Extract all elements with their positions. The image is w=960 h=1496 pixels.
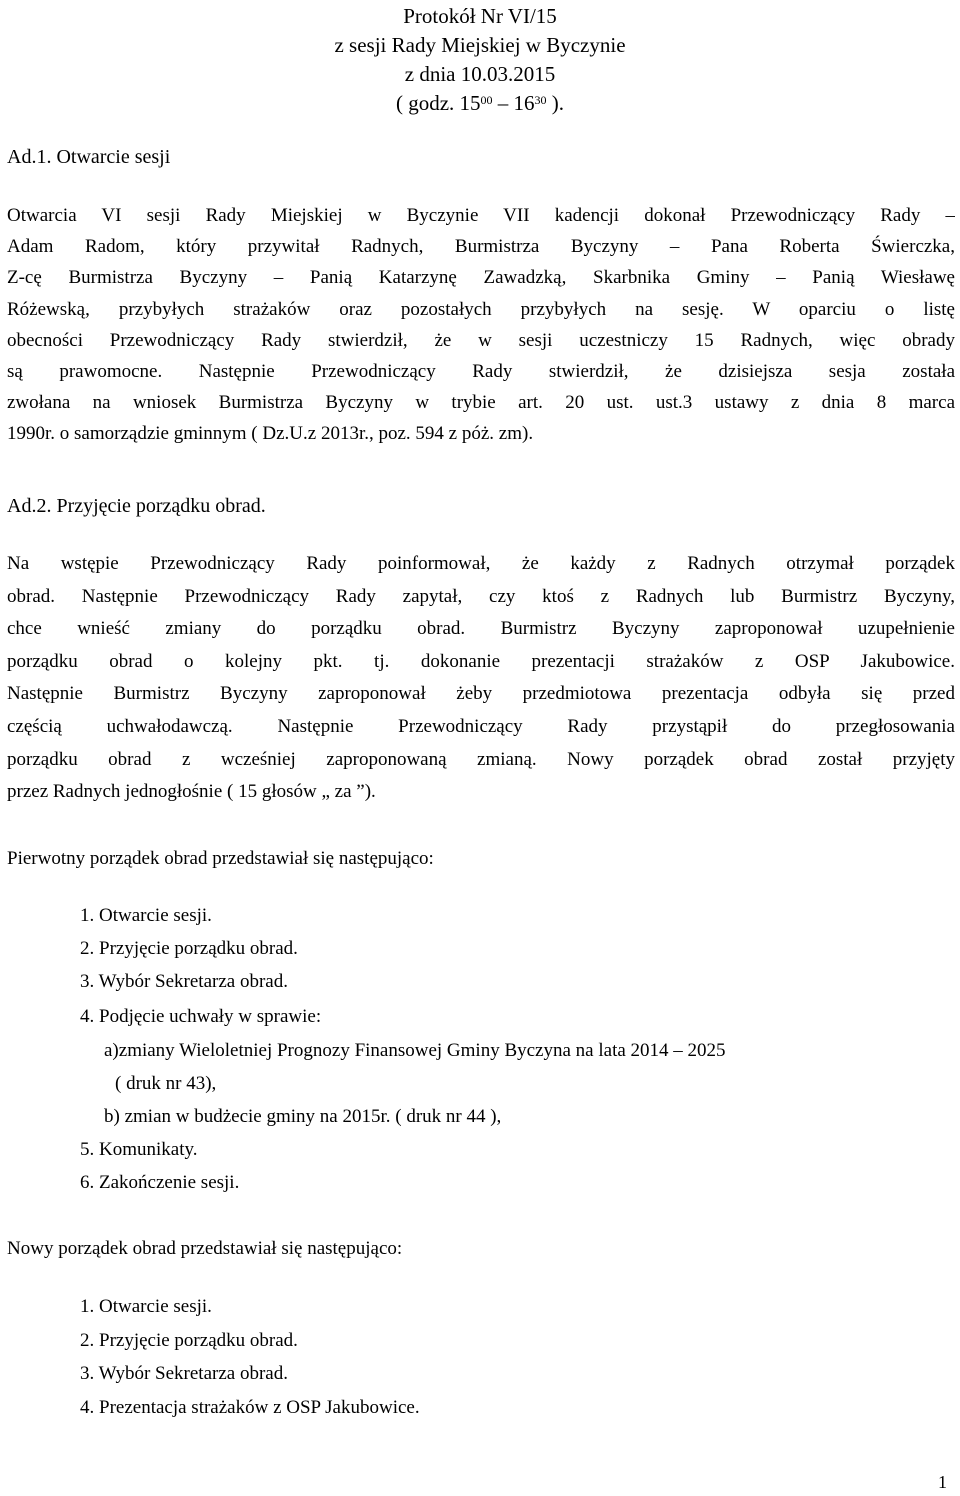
paragraph-line: są prawomocne. Następnie Przewodniczący Rady stwierdził, że dzisiejsza sesja została (7, 360, 955, 382)
title-line-4: ( godz. $15^{00} - 16^{30}$ ). (395, 91, 565, 115)
list-item: 1. Otwarcie sesji. (80, 1296, 212, 1317)
paragraph-line: Na wstępie Przewodniczący Rady poinformował, że każdy z Radnych otrzymał porządek (7, 553, 955, 574)
paragraph-ad2 (7, 548, 955, 809)
section-heading-ad1: Ad.1. Otwarcie sesji (7, 146, 171, 168)
paragraph-ad1 (7, 200, 955, 450)
paragraph-line: Otwarcia VI sesji Rady Miejskiej w Byczynie VII kadencji dokonał Przewodniczący Rady – (7, 205, 955, 226)
section-heading-ad2: Ad.2. Przyjęcie porządku obrad. (7, 495, 266, 517)
list-item: b) zmian w budżecie gminy na 2015r. ( druk nr 44 ), (104, 1106, 502, 1127)
list-item: 6. Zakończenie sesji. (80, 1172, 240, 1193)
list-item: 3. Wybór Sekretarza obrad. (80, 1363, 288, 1384)
title-line-1: Protokół Nr VI/15 (403, 4, 557, 28)
paragraph-line: chce wnieść zmiany do porządku obrad. Burmistrz Byczyny zaproponował uzupełnienie (7, 618, 955, 640)
paragraph-line: zwołana na wniosek Burmistrza Byczyny w trybie art. 20 ust. ust.3 ustawy z dnia 8 marca (7, 392, 955, 414)
new-agenda-intro: Nowy porządek obrad przedstawiał się następująco: (7, 1238, 403, 1259)
paragraph-line: Z-cę Burmistrza Byczyny – Panią Katarzynę Zawadzką, Skarbnika Gminy – Panią Wiesławę (7, 267, 955, 289)
paragraph-line: obecności Przewodniczący Rady stwierdził, że w sesji uczestniczy 15 Radnych, więc obrady (7, 329, 955, 351)
list-item: 2. Przyjęcie porządku obrad. (80, 1330, 298, 1351)
list-item: 3. Wybór Sekretarza obrad. (80, 971, 288, 992)
list-item: 2. Przyjęcie porządku obrad. (80, 938, 298, 959)
list-item: a)zmiany Wieloletniej Prognozy Finansowej Gminy Byczyna na lata 2014 – 2025 (104, 1040, 726, 1061)
paragraph-line: porządku obrad o kolejny pkt. tj. dokonanie prezentacji strażaków z OSP Jakubowice. (7, 650, 955, 672)
paragraph-line: porządku obrad z wcześniej zaproponowaną zmianą. Nowy porządek obrad został przyjęty (7, 748, 955, 770)
original-agenda-intro: Pierwotny porządek obrad przedstawiał się następująco: (7, 848, 434, 869)
list-item: 5. Komunikaty. (80, 1139, 198, 1160)
paragraph-line: Różewską, przybyłych strażaków oraz pozostałych przybyłych na sesję. W oparciu o listę (7, 298, 955, 320)
page-number: 1 (938, 1472, 947, 1492)
list-item: ( druk nr 43), (115, 1073, 217, 1094)
list-item: 1. Otwarcie sesji. (80, 905, 212, 926)
paragraph-line: Adam Radom, który przywitał Radnych, Burmistrza Byczyny – Pana Roberta Świerczka, (7, 236, 955, 258)
list-item: 4. Prezentacja strażaków z OSP Jakubowice. (80, 1397, 420, 1418)
paragraph-line: obrad. Następnie Przewodniczący Rady zapytał, czy ktoś z Radnych lub Burmistrz Byczyny, (7, 585, 955, 607)
title-line-3: z dnia 10.03.2015 (404, 62, 556, 86)
title-line-2: z sesji Rady Miejskiej w Byczynie (334, 33, 626, 57)
paragraph-line: 1990r. o samorządzie gminnym ( Dz.U.z 2013r., poz. 594 z póż. zm). (7, 423, 534, 445)
paragraph-line: Następnie Burmistrz Byczyny zaproponował żeby przedmiotowa prezentacja odbyła się przed (7, 683, 955, 705)
paragraph-line: przez Radnych jednogłośnie ( 15 głosów „ za ”). (7, 781, 376, 803)
list-item: 4. Podjęcie uchwały w sprawie: (80, 1006, 322, 1027)
paragraph-line: częścią uchwałodawczą. Następnie Przewodniczący Rady przystąpił do przegłosowania (7, 715, 955, 737)
document-title (0, 0, 960, 118)
